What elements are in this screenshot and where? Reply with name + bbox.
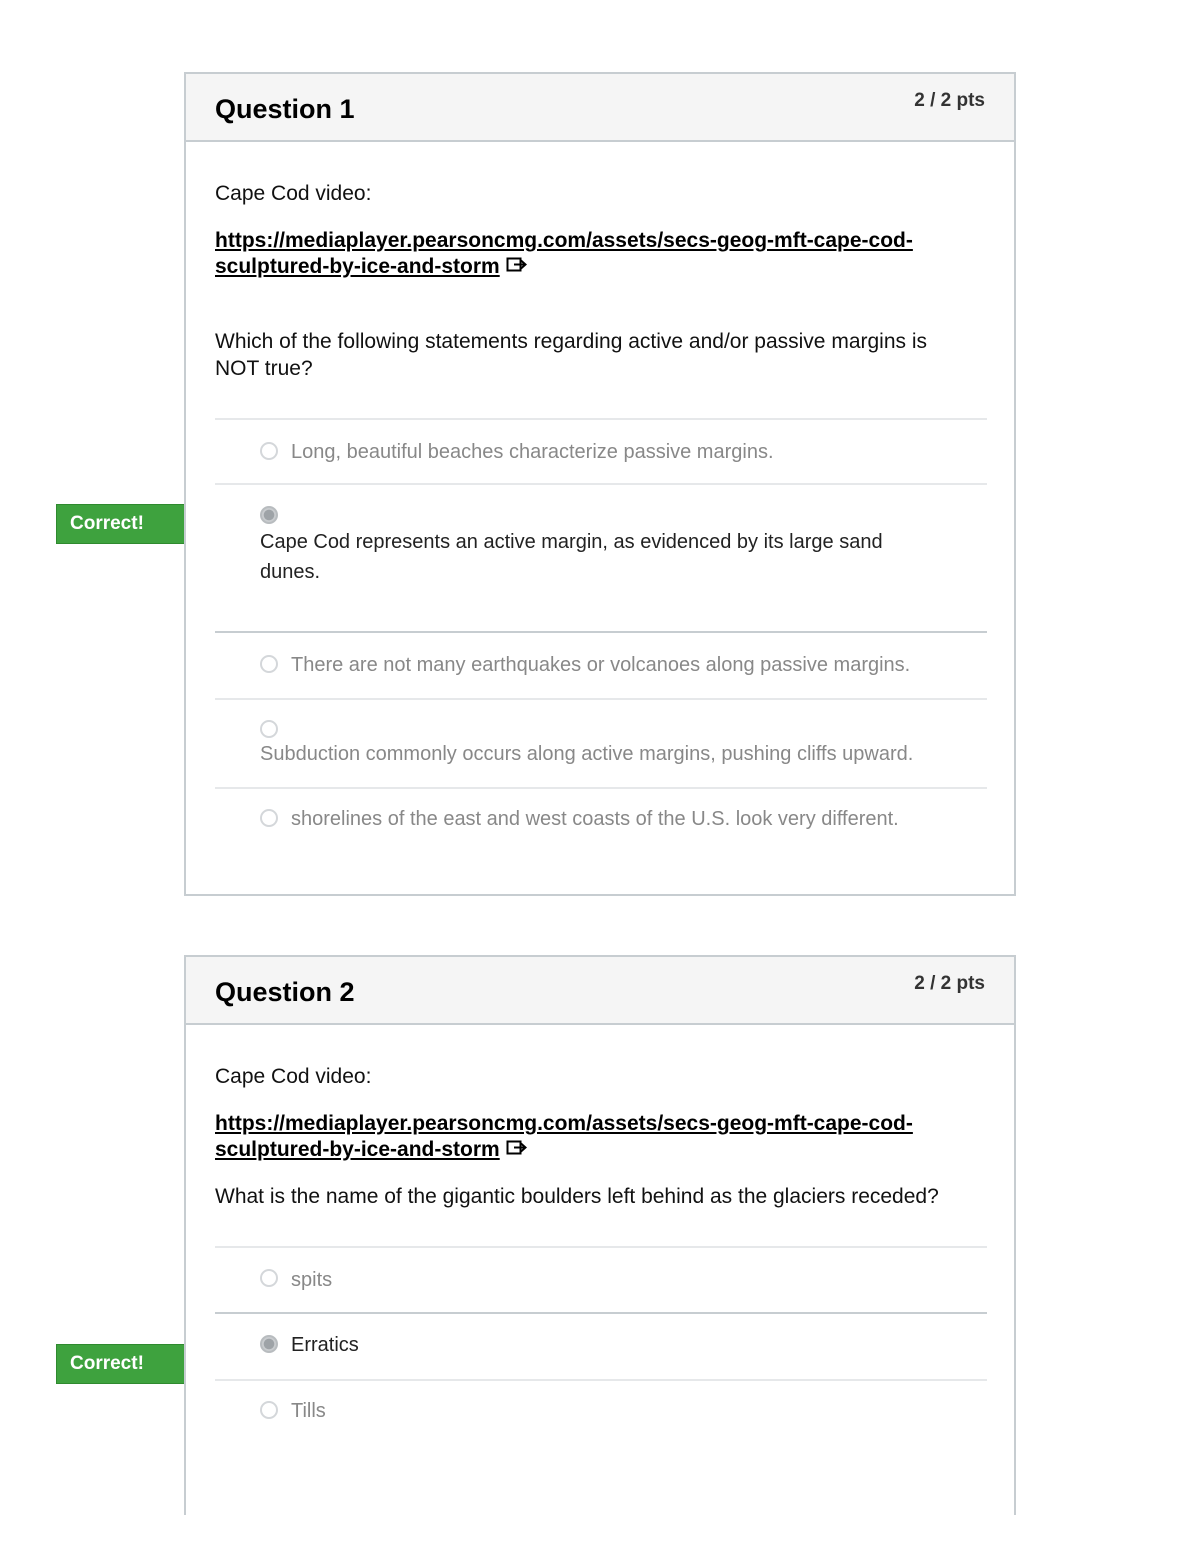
video-link[interactable] [215, 228, 965, 280]
video-link-text: https://mediaplayer.pearsoncmg.com/assets/secs-geog-mft-cape-cod-sculptured-by-ice-and-storm [215, 1112, 913, 1161]
answer-label: Tills [291, 1400, 326, 1423]
answer-list [215, 418, 987, 854]
radio-icon-checked[interactable] [260, 1335, 278, 1353]
correct-flag: Correct! [56, 1344, 193, 1384]
question-points: 2 / 2 pts [914, 973, 985, 994]
answer-label: Erratics [291, 1334, 359, 1357]
radio-icon[interactable] [260, 655, 278, 673]
question-body [186, 1065, 1014, 1447]
answer-label: There are not many earthquakes or volcanoes along passive margins. [291, 654, 911, 677]
answer-label: Long, beautiful beaches characterize passive margins. [291, 441, 774, 464]
radio-icon[interactable] [260, 809, 278, 827]
answer-option[interactable] [215, 1248, 987, 1314]
question-intro: Cape Cod video: [215, 182, 372, 205]
question-header [186, 957, 1014, 1025]
answer-option-selected[interactable] [215, 1314, 987, 1381]
question-card-1 [184, 72, 1016, 896]
radio-icon[interactable] [260, 1269, 278, 1287]
question-intro: Cape Cod video: [215, 1065, 372, 1088]
radio-icon[interactable] [260, 720, 278, 738]
external-link-icon [506, 254, 528, 280]
radio-icon-checked[interactable] [260, 506, 278, 524]
answer-option[interactable] [215, 420, 987, 485]
correct-flag: Correct! [56, 504, 193, 544]
question-title: Question 1 [215, 94, 355, 124]
answer-option-selected[interactable] [215, 485, 987, 633]
answer-option[interactable] [215, 633, 987, 700]
answer-label: Cape Cod represents an active margin, as evidenced by its large sand dunes. [260, 531, 883, 584]
answer-label: shorelines of the east and west coasts of the U.S. look very different. [291, 808, 899, 831]
question-card-2 [184, 955, 1016, 1515]
radio-icon[interactable] [260, 442, 278, 460]
answer-label: spits [291, 1269, 333, 1292]
answer-list [215, 1246, 987, 1447]
question-header [186, 74, 1014, 142]
answer-option[interactable] [215, 789, 987, 854]
answer-label: Subduction commonly occurs along active margins, pushing cliffs upward. [260, 743, 914, 766]
video-link-text: https://mediaplayer.pearsoncmg.com/assets/secs-geog-mft-cape-cod-sculptured-by-ice-and-storm [215, 229, 913, 278]
video-link[interactable] [215, 1111, 965, 1163]
question-body [186, 182, 1014, 854]
question-points: 2 / 2 pts [914, 90, 985, 111]
question-title: Question 2 [215, 977, 355, 1007]
question-text: Which of the following statements regarding active and/or passive margins is NOT true? [215, 330, 928, 381]
answer-option[interactable] [215, 700, 987, 789]
radio-icon[interactable] [260, 1401, 278, 1419]
external-link-icon [506, 1137, 528, 1163]
question-text: What is the name of the gigantic boulders left behind as the glaciers receded? [215, 1185, 939, 1209]
answer-option[interactable] [215, 1381, 987, 1447]
